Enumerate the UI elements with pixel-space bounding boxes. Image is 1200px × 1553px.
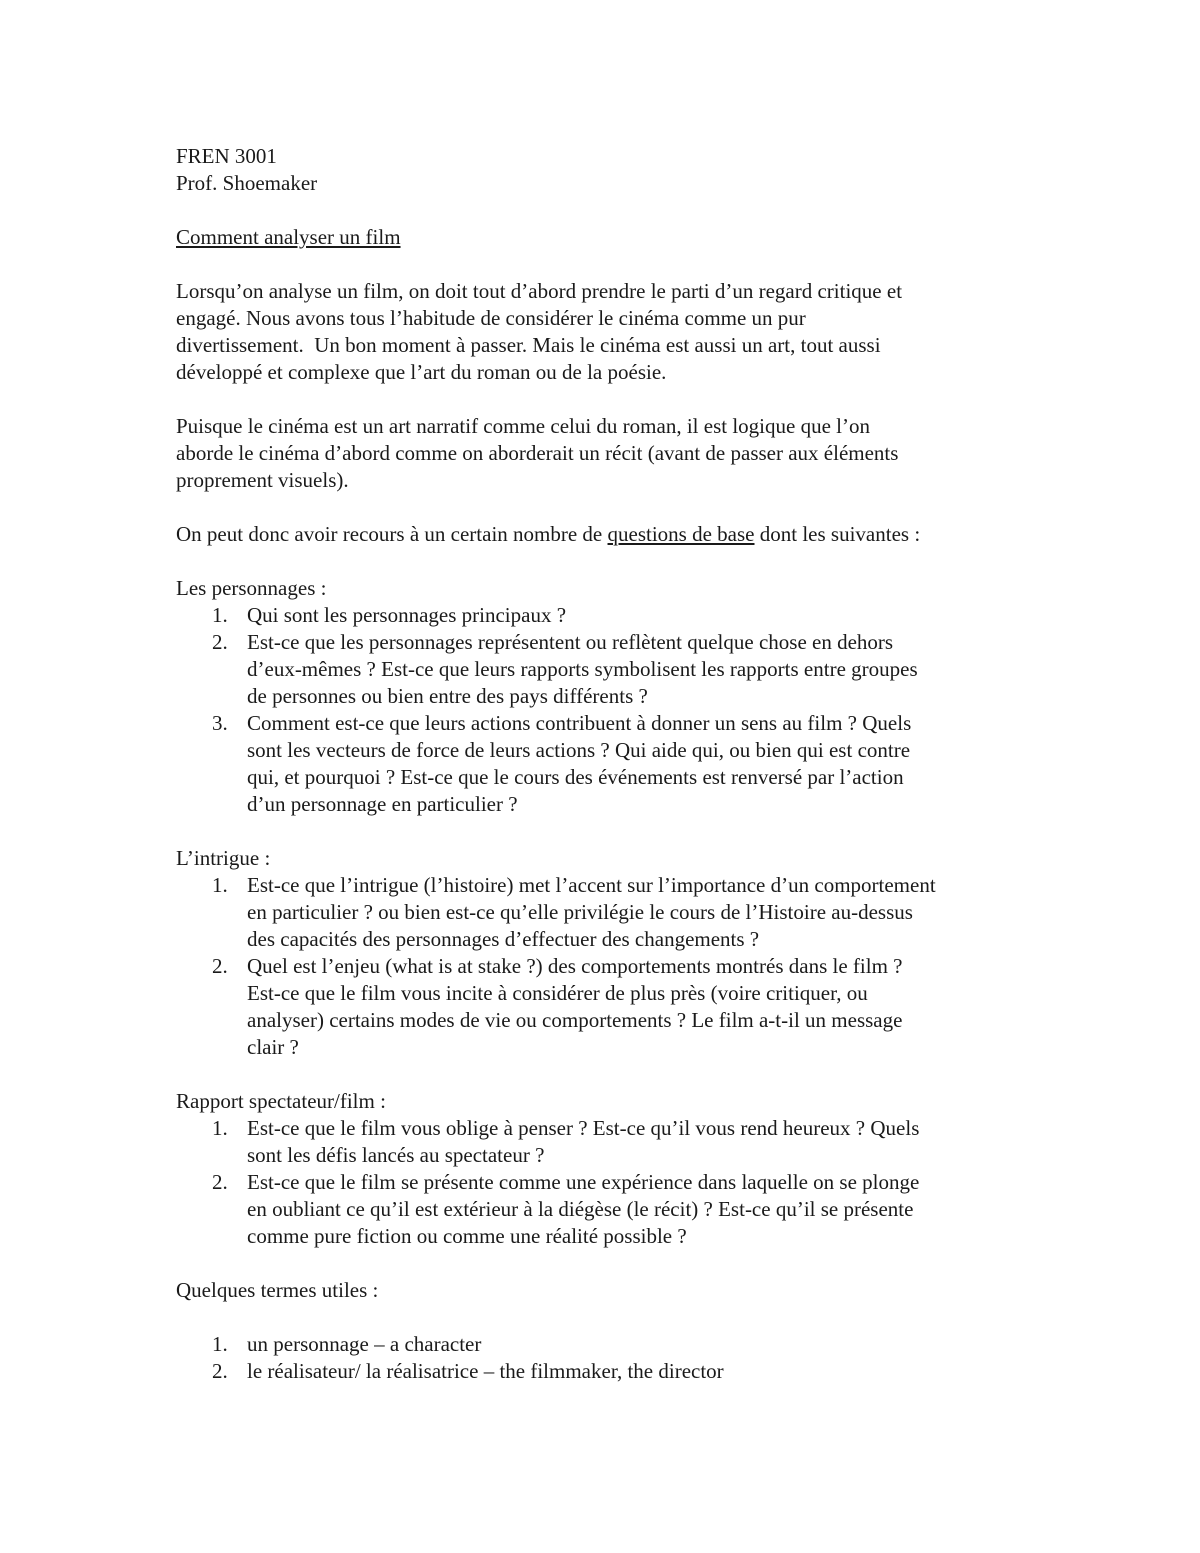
list-item	[176, 710, 1036, 818]
list-item	[176, 1331, 1036, 1358]
document-page	[176, 143, 1036, 1385]
list-text: Est-ce que les personnages représentent ou reflètent quelque chose en dehors d’eux-mêmes ? Est-ce que leurs rapports symbolisent les rapports entre groupes de personnes ou bien entre des pays différents ?	[247, 630, 918, 708]
section-heading-rapport: Rapport spectateur/film :	[176, 1089, 386, 1113]
list-item	[176, 1115, 1036, 1169]
list-number: 1.	[212, 1332, 228, 1356]
list-number: 2.	[212, 1170, 228, 1194]
list-number: 1.	[212, 873, 228, 897]
list-item	[176, 629, 1036, 710]
list-number: 2.	[212, 954, 228, 978]
professor-name: Prof. Shoemaker	[176, 171, 318, 195]
section-heading-intrigue: L’intrigue :	[176, 846, 271, 870]
list-text: un personnage – a character	[247, 1332, 482, 1356]
termes-list	[176, 1331, 1036, 1385]
list-text: Est-ce que l’intrigue (l’histoire) met l’accent sur l’importance d’un comportement en particulier ? ou bien est-ce qu’elle privilégie le cours de l’Histoire au-dessus des capacités des personnages d’effectuer des changements ?	[247, 873, 936, 951]
list-text: Qui sont les personnages principaux ?	[247, 603, 567, 627]
list-item	[176, 1169, 1036, 1250]
list-text: Quel est l’enjeu (what is at stake ?) des comportements montrés dans le film ? Est-ce que le film vous incite à considérer de plus près (voire critiquer, ou analyser) certains modes de vie ou comportements ? Le film a-t-il un message clair ?	[247, 954, 903, 1059]
narrative-paragraph: Puisque le cinéma est un art narratif comme celui du roman, il est logique que l’on aborde le cinéma d’abord comme on aborderait un récit (avant de passer aux éléments proprement visuels).	[176, 414, 899, 492]
list-text: Est-ce que le film vous oblige à penser ? Est-ce qu’il vous rend heureux ? Quels sont les défis lancés au spectateur ?	[247, 1116, 920, 1167]
section-heading-termes: Quelques termes utiles :	[176, 1278, 379, 1302]
rapport-list	[176, 1115, 1036, 1250]
list-item	[176, 1358, 1036, 1385]
list-item	[176, 953, 1036, 1061]
questions-intro-before: On peut donc avoir recours à un certain nombre de	[176, 522, 608, 546]
list-number: 2.	[212, 1359, 228, 1383]
section-heading-personnages: Les personnages :	[176, 576, 327, 600]
list-item	[176, 872, 1036, 953]
list-item	[176, 602, 1036, 629]
intrigue-list	[176, 872, 1036, 1061]
list-text: Est-ce que le film se présente comme une expérience dans laquelle on se plonge en oubliant ce qu’il est extérieur à la diégèse (le récit) ? Est-ce qu’il se présente comme pure fiction ou comme une réalité possible ?	[247, 1170, 920, 1248]
list-text: le réalisateur/ la réalisatrice – the filmmaker, the director	[247, 1359, 724, 1383]
list-number: 1.	[212, 603, 228, 627]
questions-intro-after: dont les suivantes :	[754, 522, 921, 546]
document-title: Comment analyser un film	[176, 225, 401, 249]
list-number: 1.	[212, 1116, 228, 1140]
questions-intro	[176, 521, 1036, 548]
list-number: 3.	[212, 711, 228, 735]
intro-paragraph: Lorsqu’on analyse un film, on doit tout d’abord prendre le parti d’un regard critique et engagé. Nous avons tous l’habitude de considérer le cinéma comme un pur divertissement. Un bon moment à passer. Mais le cinéma est aussi un art, tout aussi développé et complexe que l’art du roman ou de la poésie.	[176, 279, 903, 384]
course-code: FREN 3001	[176, 144, 277, 168]
list-text: Comment est-ce que leurs actions contribuent à donner un sens au film ? Quels sont les vecteurs de force de leurs actions ? Qui aide qui, ou bien qui est contre qui, et pourquoi ? Est-ce que le cours des événements est renversé par l’action d’un personnage en particulier ?	[247, 711, 912, 816]
questions-de-base-term: questions de base	[607, 522, 755, 546]
list-number: 2.	[212, 630, 228, 654]
personnages-list	[176, 602, 1036, 818]
